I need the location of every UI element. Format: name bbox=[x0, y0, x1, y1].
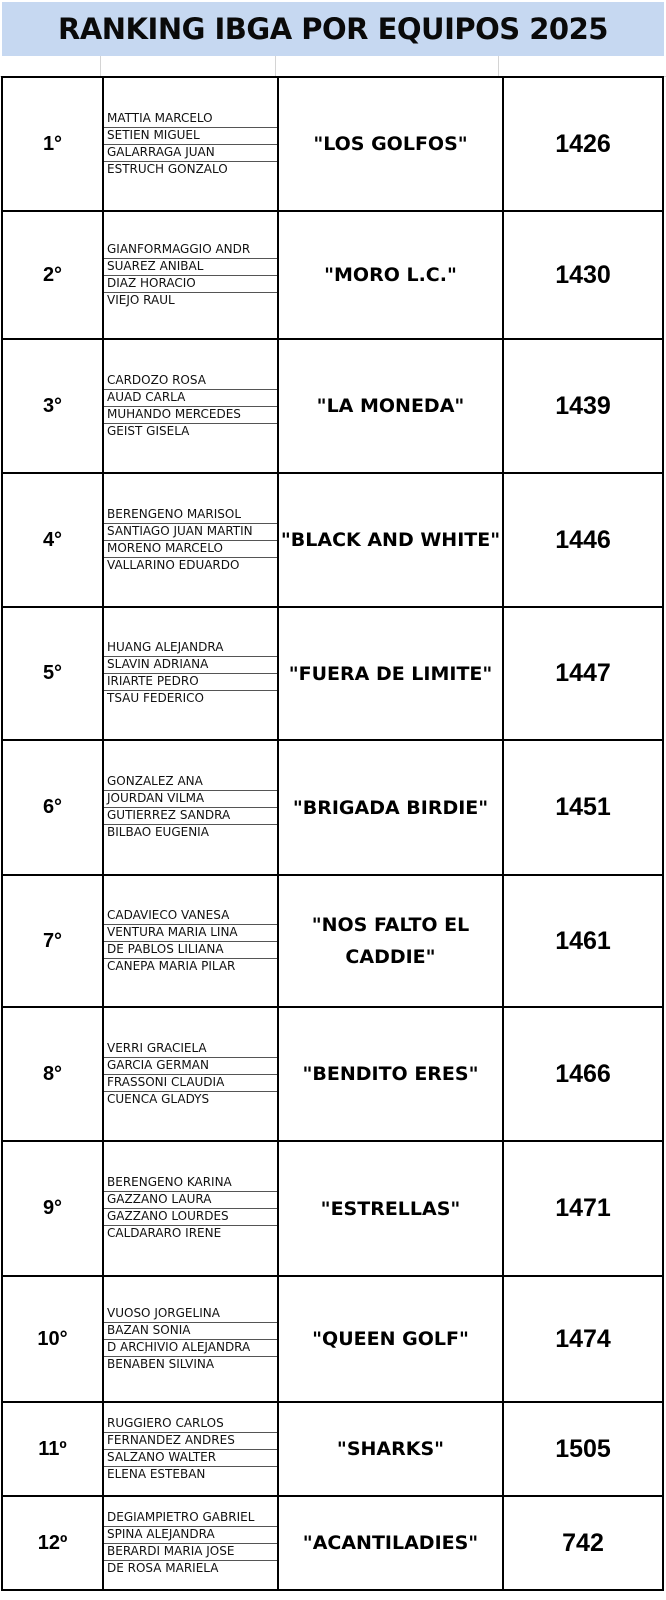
member-name: D ARCHIVIO ALEJANDRA bbox=[104, 1340, 277, 1357]
position-cell: 1° bbox=[2, 77, 103, 211]
position-cell: 4° bbox=[2, 473, 103, 607]
score-cell: 1451 bbox=[503, 740, 663, 875]
team-name-cell: "MORO L.C." bbox=[278, 211, 503, 339]
team-name-cell: "BLACK AND WHITE" bbox=[278, 473, 503, 607]
member-list bbox=[104, 1416, 277, 1483]
member-name: DE ROSA MARIELA bbox=[107, 1560, 219, 1575]
ranking-table bbox=[1, 76, 664, 1591]
member-name: AUAD CARLA bbox=[104, 390, 277, 407]
score-cell: 1505 bbox=[503, 1402, 663, 1496]
team-row bbox=[2, 1141, 663, 1276]
member-name: CANEPA MARIA PILAR bbox=[107, 958, 236, 973]
members-cell bbox=[103, 1496, 278, 1590]
team-name-cell: "SHARKS" bbox=[278, 1402, 503, 1496]
score-cell: 1446 bbox=[503, 473, 663, 607]
team-name-cell: "FUERA DE LIMITE" bbox=[278, 607, 503, 740]
position-cell: 5° bbox=[2, 607, 103, 740]
score-cell: 1447 bbox=[503, 607, 663, 740]
team-name-cell: "ACANTILADIES" bbox=[278, 1496, 503, 1590]
score-cell: 1474 bbox=[503, 1276, 663, 1402]
member-list bbox=[104, 1041, 277, 1108]
members-cell bbox=[103, 1007, 278, 1141]
member-name: BAZAN SONIA bbox=[104, 1323, 277, 1340]
member-list bbox=[104, 1175, 277, 1242]
score-cell: 742 bbox=[503, 1496, 663, 1590]
title-banner bbox=[2, 2, 664, 56]
member-name: FERNANDEZ ANDRES bbox=[104, 1433, 277, 1450]
member-list bbox=[104, 640, 277, 707]
team-name-cell: "BRIGADA BIRDIE" bbox=[278, 740, 503, 875]
team-row bbox=[2, 473, 663, 607]
member-name: MORENO MARCELO bbox=[104, 541, 277, 558]
members-cell bbox=[103, 1402, 278, 1496]
ranking-table-body bbox=[2, 77, 663, 1590]
member-name: SPINA ALEJANDRA bbox=[104, 1527, 277, 1544]
page-title: RANKING IBGA POR EQUIPOS 2025 bbox=[58, 12, 608, 46]
member-name: BERARDI MARIA JOSE bbox=[104, 1544, 277, 1561]
member-name: SLAVIN ADRIANA bbox=[104, 657, 277, 674]
members-cell bbox=[103, 1141, 278, 1276]
member-list bbox=[104, 242, 277, 309]
member-name: VUOSO JORGELINA bbox=[104, 1306, 277, 1323]
position-cell: 7° bbox=[2, 875, 103, 1007]
team-name-cell: "LA MONEDA" bbox=[278, 339, 503, 473]
member-name: GARCIA GERMAN bbox=[104, 1058, 277, 1075]
member-list bbox=[104, 373, 277, 440]
member-name: BERENGENO KARINA bbox=[104, 1175, 277, 1192]
member-name: CALDARARO IRENE bbox=[107, 1226, 222, 1240]
position-cell: 6° bbox=[2, 740, 103, 875]
member-name: BILBAO EUGENIA bbox=[107, 825, 209, 839]
member-name: SUAREZ ANIBAL bbox=[104, 259, 277, 276]
position-cell: 2° bbox=[2, 211, 103, 339]
member-name: MUHANDO MERCEDES bbox=[104, 407, 277, 424]
team-row bbox=[2, 1007, 663, 1141]
team-name-cell: "ESTRELLAS" bbox=[278, 1141, 503, 1276]
member-name: JOURDAN VILMA bbox=[104, 791, 277, 808]
position-cell: 10° bbox=[2, 1276, 103, 1402]
member-name: TSAU FEDERICO bbox=[107, 691, 204, 705]
member-name: IRIARTE PEDRO bbox=[104, 674, 277, 691]
position-cell: 12º bbox=[2, 1496, 103, 1590]
member-name: GONZALEZ ANA bbox=[104, 774, 277, 791]
member-name: DIAZ HORACIO bbox=[104, 276, 277, 293]
member-list bbox=[104, 908, 277, 975]
member-name: ELENA ESTEBAN bbox=[107, 1466, 206, 1481]
member-name: GIANFORMAGGIO ANDR bbox=[104, 242, 277, 259]
members-cell bbox=[103, 875, 278, 1007]
member-name: CADAVIECO VANESA bbox=[104, 908, 277, 925]
team-row bbox=[2, 740, 663, 875]
member-name: CARDOZO ROSA bbox=[104, 373, 277, 390]
team-row bbox=[2, 1276, 663, 1402]
member-name: FRASSONI CLAUDIA bbox=[104, 1075, 277, 1092]
member-name: SETIEN MIGUEL bbox=[104, 128, 277, 145]
position-cell: 3° bbox=[2, 339, 103, 473]
member-list bbox=[104, 1306, 277, 1373]
members-cell bbox=[103, 473, 278, 607]
member-name: GEIST GISELA bbox=[107, 423, 190, 438]
score-cell: 1466 bbox=[503, 1007, 663, 1141]
member-name: HUANG ALEJANDRA bbox=[104, 640, 277, 657]
team-row bbox=[2, 1402, 663, 1496]
score-cell: 1461 bbox=[503, 875, 663, 1007]
member-name: RUGGIERO CARLOS bbox=[104, 1416, 277, 1433]
member-name: VIEJO RAUL bbox=[107, 292, 175, 307]
member-name: SALZANO WALTER bbox=[104, 1450, 277, 1467]
member-name: CUENCA GLADYS bbox=[107, 1091, 210, 1106]
team-row bbox=[2, 1496, 663, 1590]
member-list bbox=[104, 774, 277, 841]
score-cell: 1426 bbox=[503, 77, 663, 211]
member-name: GAZZANO LOURDES bbox=[104, 1209, 277, 1226]
score-cell: 1471 bbox=[503, 1141, 663, 1276]
member-name: DEGIAMPIETRO GABRIEL bbox=[104, 1510, 277, 1527]
member-name: GAZZANO LAURA bbox=[104, 1192, 277, 1209]
member-list bbox=[104, 507, 277, 574]
team-name-cell: "LOS GOLFOS" bbox=[278, 77, 503, 211]
members-cell bbox=[103, 1276, 278, 1402]
team-row bbox=[2, 77, 663, 211]
empty-header-row bbox=[0, 56, 666, 77]
member-name: VALLARINO EDUARDO bbox=[107, 557, 240, 572]
team-row bbox=[2, 211, 663, 339]
member-list bbox=[104, 111, 277, 178]
member-list bbox=[104, 1510, 277, 1577]
member-name: VENTURA MARIA LINA bbox=[104, 925, 277, 942]
position-cell: 11º bbox=[2, 1402, 103, 1496]
team-row bbox=[2, 339, 663, 473]
position-cell: 9° bbox=[2, 1141, 103, 1276]
member-name: GUTIERREZ SANDRA bbox=[104, 808, 277, 825]
team-name-cell: "NOS FALTO EL CADDIE" bbox=[278, 875, 503, 1007]
member-name: GALARRAGA JUAN bbox=[104, 145, 277, 162]
members-cell bbox=[103, 77, 278, 211]
members-cell bbox=[103, 740, 278, 875]
member-name: SANTIAGO JUAN MARTIN bbox=[104, 524, 277, 541]
member-name: MATTIA MARCELO bbox=[104, 111, 277, 128]
score-cell: 1430 bbox=[503, 211, 663, 339]
team-row bbox=[2, 607, 663, 740]
member-name: BERENGENO MARISOL bbox=[104, 507, 277, 524]
score-cell: 1439 bbox=[503, 339, 663, 473]
member-name: ESTRUCH GONZALO bbox=[107, 161, 228, 176]
members-cell bbox=[103, 607, 278, 740]
team-name-cell: "QUEEN GOLF" bbox=[278, 1276, 503, 1402]
member-name: VERRI GRACIELA bbox=[104, 1041, 277, 1058]
members-cell bbox=[103, 339, 278, 473]
members-cell bbox=[103, 211, 278, 339]
position-cell: 8° bbox=[2, 1007, 103, 1141]
member-name: BENABEN SILVINA bbox=[107, 1356, 215, 1371]
team-name-cell: "BENDITO ERES" bbox=[278, 1007, 503, 1141]
member-name: DE PABLOS LILIANA bbox=[104, 942, 277, 959]
team-row bbox=[2, 875, 663, 1007]
